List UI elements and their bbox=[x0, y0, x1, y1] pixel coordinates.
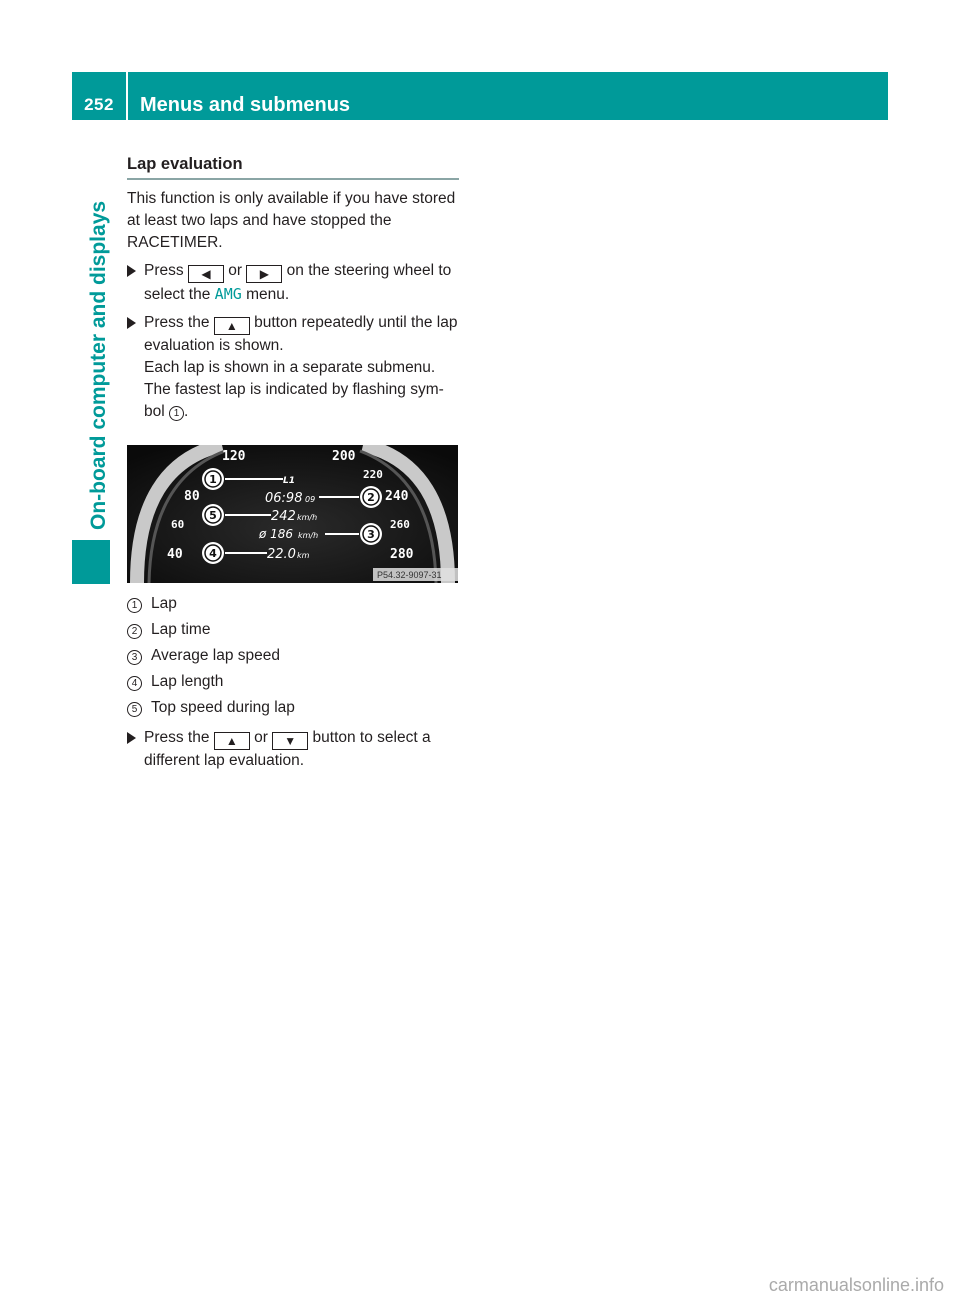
callout-2-icon bbox=[360, 486, 382, 508]
step-text: Press the bbox=[144, 729, 210, 746]
speed-unit: km/h bbox=[297, 513, 318, 522]
step-text: Each lap is shown in a separate submenu. bbox=[144, 359, 436, 376]
step-text: or bbox=[254, 729, 268, 746]
legend-item bbox=[127, 591, 459, 617]
callout-1-icon: 1 bbox=[127, 598, 142, 613]
right-key-icon: ▶ bbox=[246, 265, 282, 283]
speed-mark: 80 bbox=[184, 489, 200, 504]
side-tab-block bbox=[72, 540, 110, 584]
callout-2-icon: 2 bbox=[127, 624, 142, 639]
lap-time: 06:98 bbox=[265, 491, 303, 506]
section-title: Lap evaluation bbox=[127, 152, 459, 180]
header-divider bbox=[126, 72, 128, 120]
callout-1-icon bbox=[202, 468, 224, 490]
figure-code: P54.32-9097-31 bbox=[377, 570, 442, 580]
step-text: button repeatedly until the lap evaluation is shown. bbox=[144, 314, 458, 354]
speed-mark: 220 bbox=[363, 468, 383, 481]
step-2 bbox=[127, 312, 459, 423]
step-arrow-icon bbox=[127, 317, 136, 329]
callout-1-icon: 1 bbox=[169, 406, 184, 421]
up-key-icon: ▲ bbox=[214, 317, 250, 335]
callout-4-icon: 4 bbox=[127, 676, 142, 691]
page-number: 252 bbox=[84, 95, 114, 114]
left-key-icon: ◀ bbox=[188, 265, 224, 283]
lap-label: L1 bbox=[283, 476, 295, 486]
speed-mark: 240 bbox=[385, 489, 409, 504]
legend-label: Top speed during lap bbox=[151, 699, 295, 716]
step-text: Press bbox=[144, 262, 184, 279]
lap-time-small: 09 bbox=[305, 495, 316, 504]
svg-text:2: 2 bbox=[367, 491, 375, 504]
watermark: carmanualsonline.info bbox=[768, 1275, 944, 1295]
legend-item bbox=[127, 695, 459, 721]
step-3 bbox=[127, 727, 459, 772]
page-title: Menus and submenus bbox=[140, 94, 351, 116]
avg-speed-value: ø 186 bbox=[259, 527, 294, 541]
step-arrow-icon bbox=[127, 732, 136, 744]
step-1 bbox=[127, 260, 459, 306]
legend-item bbox=[127, 643, 459, 669]
step-text: Press the bbox=[144, 314, 210, 331]
legend-label: Lap time bbox=[151, 621, 211, 638]
lap-length-value: 22.0 bbox=[267, 547, 296, 562]
lap-evaluation-display bbox=[127, 445, 458, 583]
legend-label: Lap length bbox=[151, 673, 224, 690]
svg-text:3: 3 bbox=[367, 528, 375, 541]
speed-mark: 60 bbox=[171, 518, 185, 531]
down-key-icon: ▼ bbox=[272, 732, 308, 750]
speed-mark: 120 bbox=[222, 449, 246, 464]
step-text: The fastest lap is indicated by flashing sym-bol bbox=[144, 381, 444, 420]
legend-item bbox=[127, 617, 459, 643]
up-key-icon: ▲ bbox=[214, 732, 250, 750]
callout-5-icon bbox=[202, 504, 224, 526]
callout-5-icon: 5 bbox=[127, 702, 142, 717]
legend-label: Lap bbox=[151, 595, 177, 612]
amg-menu-label: AMG bbox=[214, 285, 242, 303]
callout-3-icon: 3 bbox=[127, 650, 142, 665]
callout-3-icon bbox=[360, 523, 382, 545]
side-tab: On-board computer and displays bbox=[87, 200, 110, 530]
step-arrow-icon bbox=[127, 265, 136, 277]
speed-mark: 200 bbox=[332, 449, 356, 464]
svg-text:4: 4 bbox=[209, 547, 217, 560]
speed-mark: 280 bbox=[390, 547, 414, 562]
top-speed-value: 242 bbox=[271, 509, 296, 524]
step-text: . bbox=[184, 403, 189, 420]
step-text: or bbox=[228, 262, 243, 279]
legend-item bbox=[127, 669, 459, 695]
step-text: menu. bbox=[246, 286, 290, 303]
length-unit: km bbox=[297, 551, 310, 560]
svg-text:1: 1 bbox=[209, 473, 217, 486]
intro-text: This function is only available if you have stored at least two laps and have stopped the RACETIMER. bbox=[127, 190, 456, 251]
main-content bbox=[127, 152, 459, 778]
legend bbox=[127, 591, 459, 721]
speed-mark: 40 bbox=[167, 547, 183, 562]
speed-unit: km/h bbox=[298, 531, 319, 540]
speed-mark: 260 bbox=[390, 518, 410, 531]
step-text: on the steering wheel to select the bbox=[144, 262, 452, 303]
legend-label: Average lap speed bbox=[151, 647, 280, 664]
step-text: button to select a different lap evaluation. bbox=[144, 729, 431, 769]
callout-4-icon bbox=[202, 542, 224, 564]
svg-text:5: 5 bbox=[209, 509, 217, 522]
